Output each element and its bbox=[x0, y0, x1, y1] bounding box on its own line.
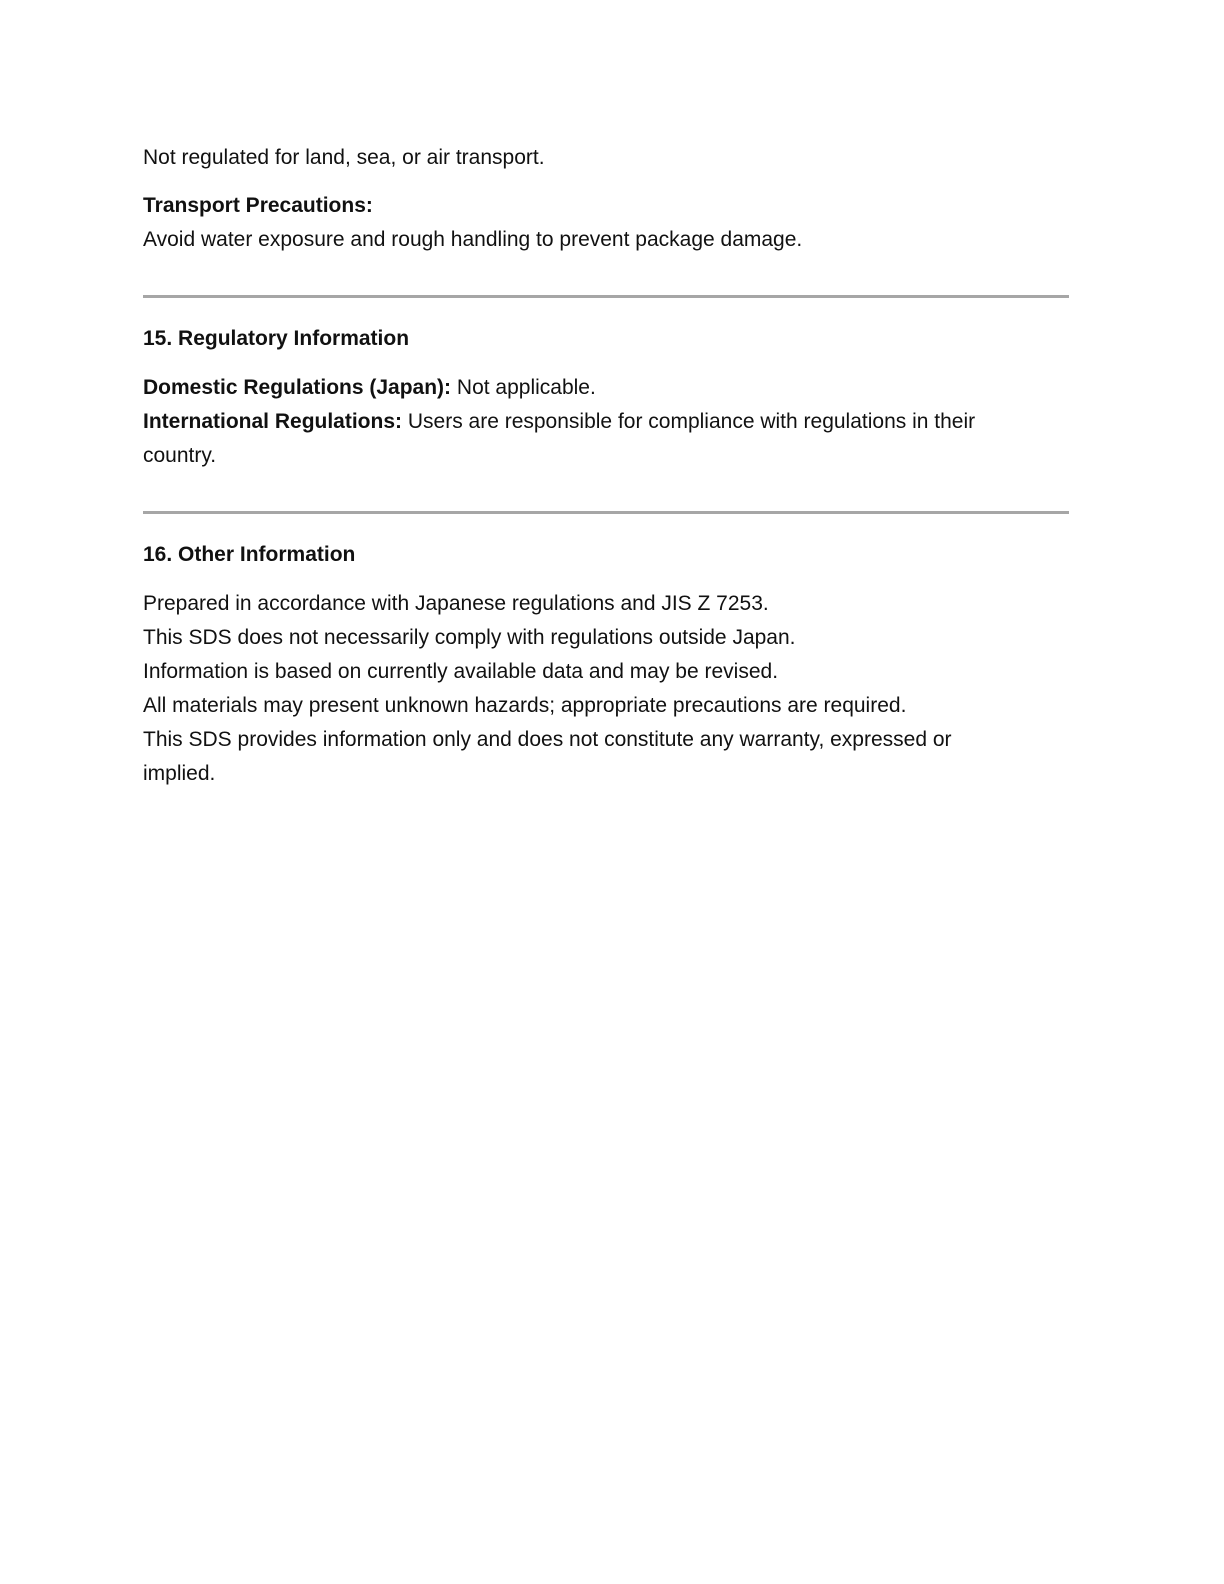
section-divider bbox=[143, 295, 1069, 298]
other-info-line: This SDS provides information only and does not constitute any warranty, expressed or bbox=[143, 728, 952, 751]
transport-precautions-label: Transport Precautions: bbox=[143, 194, 373, 217]
transport-precautions-text: Avoid water exposure and rough handling to prevent package damage. bbox=[143, 228, 803, 251]
other-info-line: All materials may present unknown hazards; appropriate precautions are required. bbox=[143, 694, 907, 717]
transport-statement: Not regulated for land, sea, or air transport. bbox=[143, 146, 545, 169]
international-regulations-value-cont: country. bbox=[143, 444, 217, 467]
international-regulations-value: Users are responsible for compliance with regulations in their bbox=[402, 410, 976, 433]
domestic-regulations-value: Not applicable. bbox=[451, 376, 596, 399]
section-divider bbox=[143, 511, 1069, 514]
domestic-regulations-row bbox=[143, 371, 596, 405]
domestic-regulations-label: Domestic Regulations (Japan): bbox=[143, 376, 452, 399]
international-regulations-label: International Regulations: bbox=[143, 410, 403, 433]
other-info-line: implied. bbox=[143, 762, 216, 785]
other-info-line: This SDS does not necessarily comply with regulations outside Japan. bbox=[143, 626, 796, 649]
section-16-heading: 16. Other Information bbox=[143, 543, 356, 566]
other-info-line: Prepared in accordance with Japanese regulations and JIS Z 7253. bbox=[143, 592, 769, 615]
international-regulations-row bbox=[143, 405, 975, 439]
section-15-heading: 15. Regulatory Information bbox=[143, 327, 410, 350]
other-info-line: Information is based on currently available data and may be revised. bbox=[143, 660, 779, 683]
